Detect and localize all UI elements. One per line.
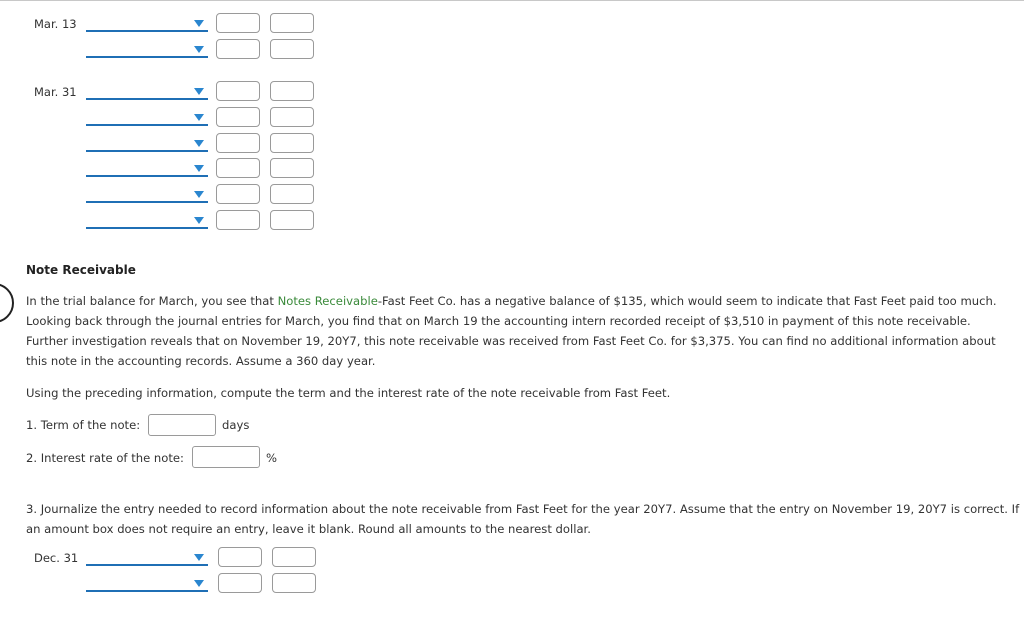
entry-date-dec31: Dec. 31	[34, 551, 79, 565]
credit-amount-input[interactable]	[270, 81, 314, 101]
debit-amount-input[interactable]	[216, 13, 260, 33]
account-select[interactable]	[86, 136, 208, 152]
account-select[interactable]	[86, 110, 208, 126]
account-select[interactable]	[86, 550, 208, 566]
account-select[interactable]	[86, 576, 208, 592]
chevron-down-icon	[194, 20, 204, 27]
term-unit: days	[222, 418, 250, 432]
section-heading: Note Receivable	[26, 263, 136, 277]
credit-amount-input[interactable]	[270, 158, 314, 178]
credit-amount-input[interactable]	[272, 547, 316, 567]
credit-amount-input[interactable]	[270, 107, 314, 127]
debit-amount-input[interactable]	[218, 547, 262, 567]
debit-amount-input[interactable]	[218, 573, 262, 593]
account-select[interactable]	[86, 213, 208, 229]
debit-amount-input[interactable]	[216, 107, 260, 127]
debit-amount-input[interactable]	[216, 158, 260, 178]
credit-amount-input[interactable]	[270, 210, 314, 230]
credit-amount-input[interactable]	[270, 39, 314, 59]
account-select[interactable]	[86, 16, 208, 32]
notes-receivable-link[interactable]: Notes Receivable	[277, 294, 378, 308]
description-text-rest: -Fast Feet Co. has a negative balance of $135, which would seem to indicate that Fast Feet paid too much. Looking back through the journal entries for March, you find that on March 19 the accounting intern recorded receipt of $3,510 in payment of this note receivable. Further investigation reveals that on November 19, 20Y7, this note receivable was received from Fast Feet Co. for $3,375. You can find no additional information about this note in the accounting records. Assume a 360 day year.	[26, 294, 997, 368]
account-select[interactable]	[86, 161, 208, 177]
chevron-down-icon	[194, 165, 204, 172]
interest-rate-label: 2. Interest rate of the note:	[26, 451, 184, 465]
interest-rate-unit: %	[266, 451, 278, 465]
chevron-down-icon	[194, 554, 204, 561]
debit-amount-input[interactable]	[216, 81, 260, 101]
section-marker-circle	[0, 283, 14, 323]
description-text-start: In the trial balance for March, you see that	[26, 294, 278, 308]
term-label: 1. Term of the note:	[26, 418, 141, 432]
account-select[interactable]	[86, 84, 208, 100]
instruction-text: Using the preceding information, compute the term and the interest rate of the note receivable from Fast Feet.	[26, 386, 671, 400]
debit-amount-input[interactable]	[216, 210, 260, 230]
chevron-down-icon	[194, 88, 204, 95]
entry-date-mar13: Mar. 13	[34, 17, 77, 31]
entry-date-mar31: Mar. 31	[34, 85, 77, 99]
chevron-down-icon	[194, 114, 204, 121]
credit-amount-input[interactable]	[270, 184, 314, 204]
debit-amount-input[interactable]	[216, 39, 260, 59]
debit-amount-input[interactable]	[216, 184, 260, 204]
journalize-instruction: 3. Journalize the entry needed to record information about the note receivable from Fast Feet for the year 20Y7. Assume that the entry on November 19, 20Y7 is correct. If an amount box does not require an entry, leave it blank. Round all amounts to the nearest dollar.	[26, 502, 1020, 536]
term-input[interactable]	[148, 414, 216, 436]
credit-amount-input[interactable]	[270, 133, 314, 153]
top-divider	[0, 0, 1024, 1]
account-select[interactable]	[86, 42, 208, 58]
chevron-down-icon	[194, 580, 204, 587]
chevron-down-icon	[194, 46, 204, 53]
account-select[interactable]	[86, 187, 208, 203]
credit-amount-input[interactable]	[272, 573, 316, 593]
chevron-down-icon	[194, 191, 204, 198]
credit-amount-input[interactable]	[270, 13, 314, 33]
chevron-down-icon	[194, 140, 204, 147]
note-description	[26, 291, 1011, 371]
debit-amount-input[interactable]	[216, 133, 260, 153]
chevron-down-icon	[194, 217, 204, 224]
interest-rate-input[interactable]	[192, 446, 260, 468]
